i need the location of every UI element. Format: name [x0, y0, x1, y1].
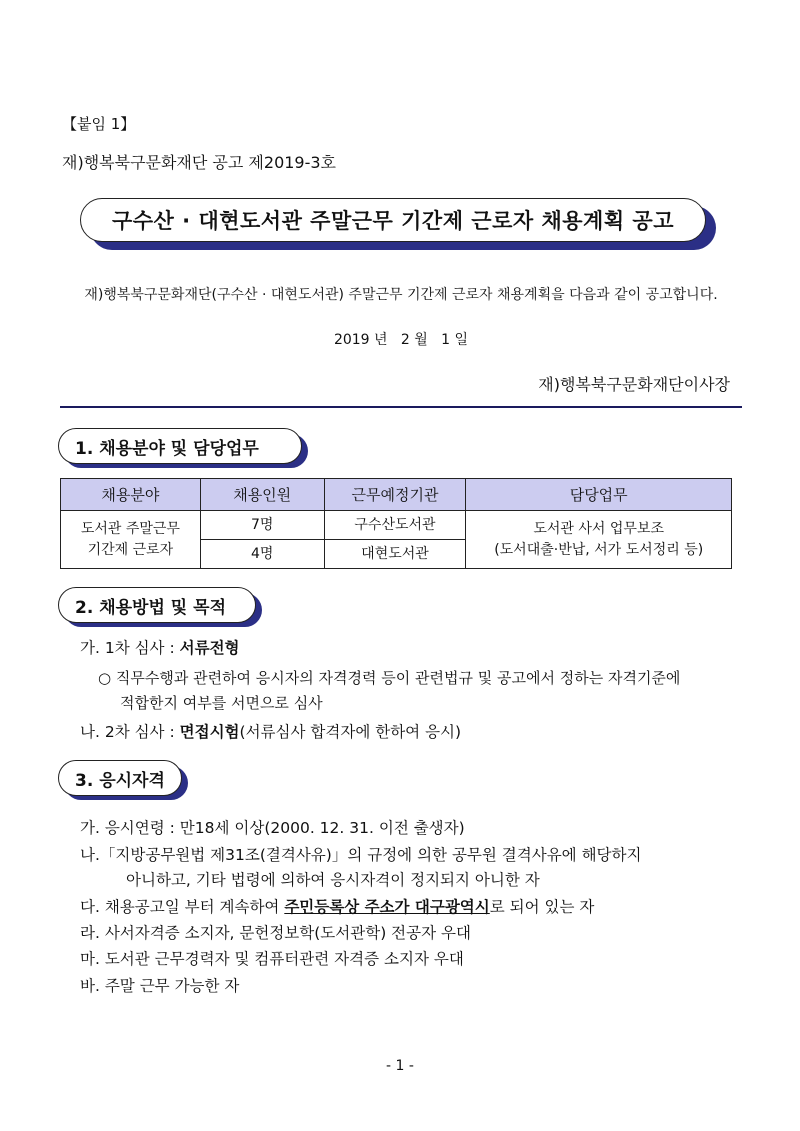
section3-item-b: 나.「지방공무원법 제31조(결격사유)」의 규정에 의한 공무원 결격사유에 해당하지 [80, 846, 642, 864]
table-header: 근무예정기관 [324, 479, 466, 511]
intro-text: 재)행복북구문화재단(구수산 · 대현도서관) 주말근무 기간제 근로자 채용계획을 다음과 같이 공고합니다. [84, 287, 718, 303]
place-cell: 대현도서관 [324, 540, 466, 569]
signer: 재)행복북구문화재단이사장 [538, 375, 730, 394]
table-row [61, 511, 732, 540]
count-cell: 4명 [200, 540, 324, 569]
section2-item-a: 가. 1차 심사 : 서류전형 [80, 639, 240, 657]
table-header-row [61, 479, 732, 511]
count-cell: 7명 [200, 511, 324, 540]
field-cell [61, 511, 201, 569]
section2-heading [58, 587, 262, 623]
section3-item-b-cont: 아니하고, 기타 법령에 의하여 응시자격이 정지되지 아니한 자 [126, 871, 540, 889]
section3-item-c: 다. 채용공고일 부터 계속하여 주민등록상 주소가 대구광역시로 되어 있는 자 [80, 898, 595, 916]
section2-item-b: 나. 2차 심사 : 면접시험(서류심사 합격자에 한하여 응시) [80, 723, 462, 741]
page-title: 구수산 · 대현도서관 주말근무 기간제 근로자 채용계획 공고 [80, 198, 706, 242]
section1-title: 1. 채용분야 및 담당업무 [58, 428, 302, 464]
section3-heading [58, 760, 188, 796]
attachment-label: 【붙임 1】 [62, 115, 136, 133]
section3-item-a: 가. 응시연령 : 만18세 이상(2000. 12. 31. 이전 출생자) [80, 819, 465, 837]
place-cell: 구수산도서관 [324, 511, 466, 540]
duty-line: (도서대출·반납, 서가 도서정리 등) [494, 541, 704, 558]
recruit-table [60, 478, 732, 569]
emphasis: 면접시험 [179, 723, 240, 741]
section3-title: 3. 응시자격 [58, 760, 182, 796]
duty-line: 도서관 사서 업무보조 [533, 521, 664, 538]
section2-item-a-detail: ○ 직무수행과 관련하여 응시자의 자격경력 등이 관련법규 및 공고에서 정하는 자격기준에 [98, 669, 681, 687]
table-header: 담당업무 [466, 479, 732, 511]
notice-number: 재)행복북구문화재단 공고 제2019-3호 [62, 153, 337, 172]
field-line: 기간제 근로자 [87, 541, 174, 558]
underlined-emphasis: 주민등록상 주소가 대구광역시 [284, 898, 490, 916]
divider [60, 406, 742, 408]
section2-title: 2. 채용방법 및 목적 [58, 587, 256, 623]
section3-item-e: 마. 도서관 근무경력자 및 컴퓨터관련 자격증 소지자 우대 [80, 950, 464, 968]
title-banner [80, 198, 716, 250]
section3-item-d: 라. 사서자격증 소지자, 문헌정보학(도서관학) 전공자 우대 [80, 924, 471, 942]
field-line: 도서관 주말근무 [80, 521, 180, 538]
table-header: 채용인원 [200, 479, 324, 511]
section2-item-a-detail: 적합한지 여부를 서면으로 심사 [120, 694, 323, 712]
table-header: 채용분야 [61, 479, 201, 511]
section1-heading [58, 428, 308, 464]
emphasis: 서류전형 [179, 639, 240, 657]
notice-date: 2019 년 2 월 1 일 [333, 332, 469, 348]
section3-item-f: 바. 주말 근무 가능한 자 [80, 977, 240, 995]
page-number: - 1 - [386, 1058, 414, 1074]
duty-cell [466, 511, 732, 569]
